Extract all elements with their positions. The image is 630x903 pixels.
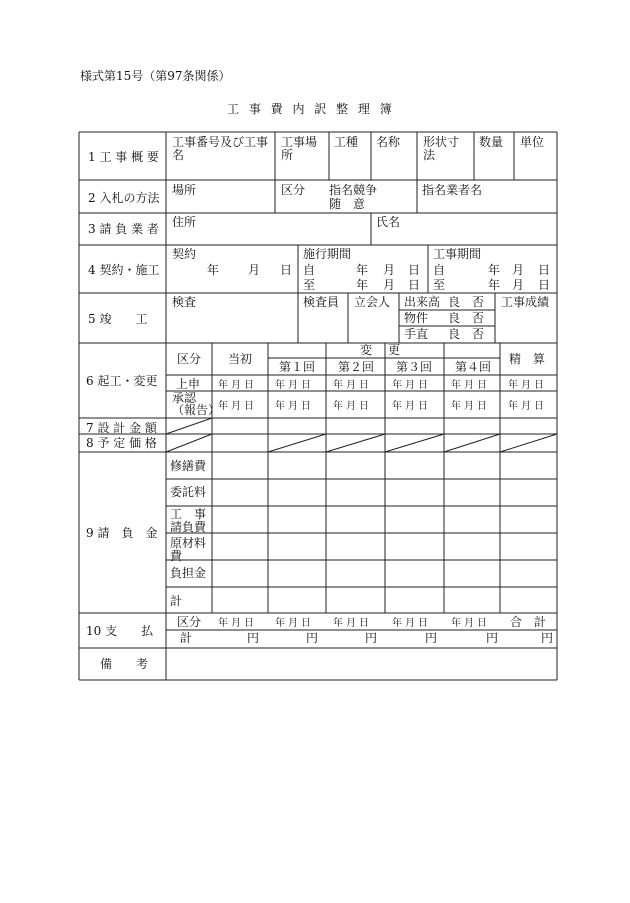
cell-text: 数量 xyxy=(479,135,504,149)
cell-text: 出来高 xyxy=(404,295,441,309)
cell-text: 上申 xyxy=(176,377,201,391)
cell-text: 検査員 xyxy=(303,295,340,309)
cell-text: 日 xyxy=(301,380,311,391)
cell-text: 工事期間 xyxy=(433,247,482,261)
cell-text: 月 xyxy=(464,401,474,412)
cell-text: 年 xyxy=(333,401,343,412)
cell-text: 月 xyxy=(346,401,356,412)
cell-text: 手直 xyxy=(404,327,429,341)
cell-text: 月 xyxy=(288,618,298,629)
cell-text: 月 xyxy=(231,380,241,391)
cell-text: 日 xyxy=(359,401,369,412)
grid-line xyxy=(385,434,444,452)
cell-text: 区分 xyxy=(177,352,202,366)
cell-text: 工事成績 xyxy=(501,295,550,309)
cell-text: 承認（報告） xyxy=(172,391,221,417)
cell-text: 工事番号及び工事名 xyxy=(172,135,269,162)
cell-text: 日 xyxy=(244,380,254,391)
cell-text: 良 xyxy=(448,311,461,325)
cell-text: 月 xyxy=(383,278,396,292)
cell-text: 変 更 xyxy=(360,343,403,357)
cell-text: 修繕費 xyxy=(170,459,207,473)
cell-text: 自 xyxy=(303,263,316,277)
cell-text: 第４回 xyxy=(455,360,492,374)
cell-text: 年 xyxy=(392,380,402,391)
cell-text: 月 xyxy=(405,401,415,412)
cell-text: 日 xyxy=(477,618,487,629)
cell-text: 月 xyxy=(288,401,298,412)
cell-text: 月 xyxy=(464,618,474,629)
row-label: 9 請 負 金 xyxy=(86,526,158,540)
row-label: 4 契約・施工 xyxy=(88,263,160,277)
cell-text: 当初 xyxy=(228,352,253,366)
cell-text: 月 xyxy=(288,380,298,391)
cell-text: 否 xyxy=(472,295,485,309)
cell-text: 年 xyxy=(488,263,501,277)
cell-text: 第３回 xyxy=(396,360,433,374)
cell-text: 月 xyxy=(231,618,241,629)
cell-text: 氏名 xyxy=(376,215,401,229)
cell-text: 年 xyxy=(392,401,402,412)
cell-text: 精 算 xyxy=(509,352,546,366)
row-label: 7 設 計 金 額 xyxy=(86,421,157,435)
cell-text: 月 xyxy=(464,380,474,391)
cell-text: 第２回 xyxy=(338,360,375,374)
cell-text: 指名競争 xyxy=(329,183,378,197)
cell-text: 至 xyxy=(433,278,446,292)
cell-text: 年 xyxy=(356,263,369,277)
row-label: 3 請 負 業 者 xyxy=(88,222,159,236)
cell-text: 年 xyxy=(275,618,285,629)
grid-line xyxy=(500,434,557,452)
cell-text: 場所 xyxy=(172,183,197,197)
cell-text: 計 xyxy=(180,631,193,645)
cell-text: 年 xyxy=(508,380,518,391)
form-number: 様式第15号（第97条関係） xyxy=(80,69,231,83)
cell-text: 月 xyxy=(405,380,415,391)
cell-text: 工 事 請負費 xyxy=(170,507,207,534)
cell-text: 住所 xyxy=(172,215,197,229)
cell-text: 月 xyxy=(521,401,531,412)
cell-text: 年 xyxy=(488,278,501,292)
row-label: 1 工 事 概 要 xyxy=(88,150,159,164)
cell-text: 単位 xyxy=(520,135,545,149)
remarks-label: 備 考 xyxy=(100,657,149,671)
cell-text: 月 xyxy=(346,380,356,391)
row-label: 8 予 定 価 格 xyxy=(86,436,157,450)
row-label: 5 竣 工 xyxy=(88,312,148,326)
cell-text: 年 xyxy=(356,278,369,292)
cell-text: 日 xyxy=(244,618,254,629)
cell-text: 検査 xyxy=(172,295,197,309)
cell-text: 日 xyxy=(418,380,428,391)
cell-text: 年 xyxy=(333,380,343,391)
cell-text: 否 xyxy=(472,311,485,325)
cell-text: 円 xyxy=(486,631,499,645)
cell-text: 月 xyxy=(512,278,525,292)
cell-text: 工種 xyxy=(334,135,359,149)
cell-text: 良 xyxy=(448,295,461,309)
cell-text: 第１回 xyxy=(279,360,316,374)
cell-text: 年 xyxy=(392,618,402,629)
cell-text: 指名業者名 xyxy=(422,183,483,197)
cell-text: 日 xyxy=(477,401,487,412)
cell-text: 年 xyxy=(275,401,285,412)
grid-line xyxy=(268,434,326,452)
cell-text: 良 xyxy=(448,327,461,341)
cell-text: 年 xyxy=(451,401,461,412)
cell-text: 日 xyxy=(418,618,428,629)
cell-text: 円 xyxy=(425,631,438,645)
cell-text: 日 xyxy=(418,401,428,412)
cell-text: 月 xyxy=(512,263,525,277)
grid-line xyxy=(326,434,385,452)
cell-text: 月 xyxy=(405,618,415,629)
form-title: 工 事 費 内 訳 整 理 簿 xyxy=(227,102,395,116)
cell-text: 日 xyxy=(280,263,293,277)
cell-text: 否 xyxy=(472,327,485,341)
cell-text: 年 xyxy=(275,380,285,391)
cell-text: 年 xyxy=(508,401,518,412)
cell-text: 日 xyxy=(359,618,369,629)
cell-text: 日 xyxy=(477,380,487,391)
cell-text: 工事場所 xyxy=(281,135,318,162)
cell-text: 物件 xyxy=(404,311,429,325)
cell-text: 年 xyxy=(451,380,461,391)
cell-text: 立会人 xyxy=(354,295,391,309)
grid-line xyxy=(166,434,212,452)
cell-text: 日 xyxy=(301,401,311,412)
cell-text: 円 xyxy=(541,631,554,645)
cell-text: 負担金 xyxy=(170,566,207,580)
cell-text: 日 xyxy=(408,263,421,277)
cell-text: 年 xyxy=(451,618,461,629)
row-label: 6 起工・変更 xyxy=(86,374,158,388)
cell-text: 日 xyxy=(244,401,254,412)
cell-text: 年 xyxy=(218,618,228,629)
cell-text: 月 xyxy=(521,380,531,391)
row-label: 2 入札の方法 xyxy=(88,191,160,205)
cell-text: 契約 xyxy=(172,247,197,261)
cell-text: 日 xyxy=(538,263,551,277)
cell-text: 日 xyxy=(408,278,421,292)
cell-text: 区分 xyxy=(281,183,306,197)
cell-text: 日 xyxy=(534,380,544,391)
grid-line xyxy=(444,434,500,452)
cell-text: 日 xyxy=(534,401,544,412)
cell-text: 自 xyxy=(433,263,446,277)
cell-text: 年 xyxy=(333,618,343,629)
cell-text: 名称 xyxy=(376,135,401,149)
cell-text: 月 xyxy=(248,263,261,277)
cell-text: 計 xyxy=(170,594,183,608)
cell-text: 年 xyxy=(207,263,220,277)
row-label: 10 支 払 xyxy=(86,624,154,638)
cell-text: 年 xyxy=(218,401,228,412)
cell-text: 円 xyxy=(247,631,260,645)
cell-text: 月 xyxy=(346,618,356,629)
cell-text: 随 意 xyxy=(329,197,366,211)
cell-text: 年 xyxy=(218,380,228,391)
cell-text: 月 xyxy=(231,401,241,412)
cell-text: 至 xyxy=(303,278,316,292)
cell-text: 合 計 xyxy=(510,615,547,629)
cell-text: 日 xyxy=(301,618,311,629)
cell-text: 施行期間 xyxy=(303,247,352,261)
cell-text: 日 xyxy=(538,278,551,292)
cell-text: 円 xyxy=(365,631,378,645)
cell-text: 日 xyxy=(359,380,369,391)
cell-text: 委託料 xyxy=(170,485,207,499)
cell-text: 円 xyxy=(306,631,319,645)
cell-text: 形状寸法 xyxy=(423,135,460,162)
cell-text: 区分 xyxy=(177,615,202,629)
grid-line xyxy=(166,418,212,434)
cell-text: 原材料費 xyxy=(170,536,207,563)
cell-text: 月 xyxy=(383,263,396,277)
